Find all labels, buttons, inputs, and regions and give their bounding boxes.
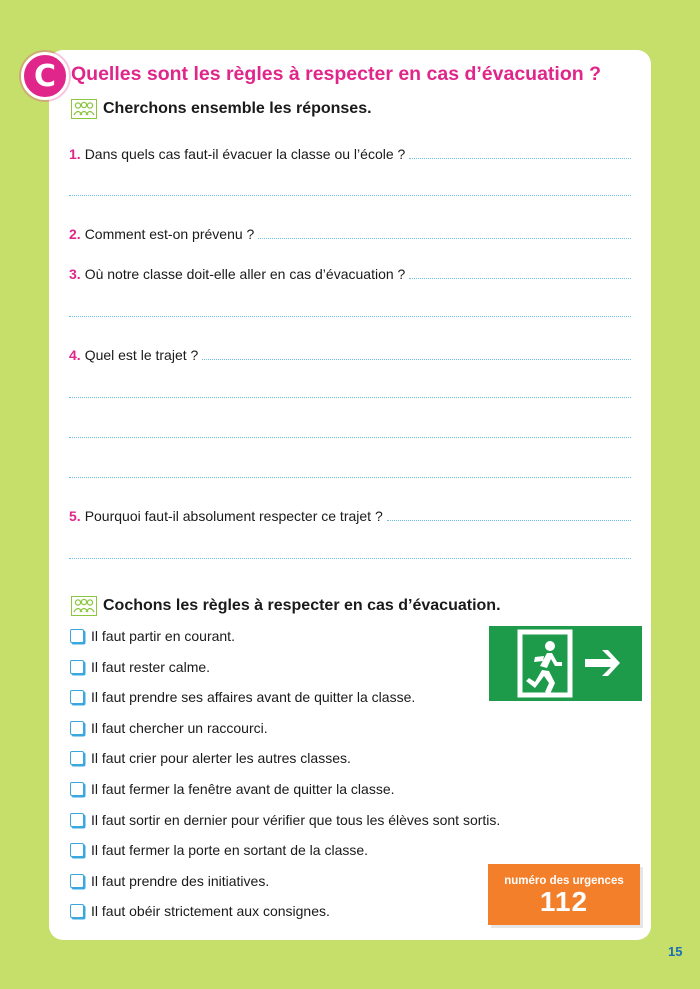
question-number: 1. (69, 146, 81, 162)
question-text: Dans quels cas faut-il évacuer la classe ou l’école ? (84, 146, 406, 162)
checklist-label: Il faut fermer la porte en sortant de la classe. (91, 842, 369, 858)
checklist-item[interactable] (70, 812, 500, 828)
question-4 (69, 345, 631, 363)
checklist-item[interactable] (70, 781, 395, 797)
question-2 (69, 224, 631, 242)
answer-line[interactable] (69, 477, 631, 478)
answer-line[interactable] (258, 238, 631, 239)
subheading-text: Cochons les règles à respecter en cas d’évacuation. (103, 597, 501, 614)
answer-line[interactable] (69, 397, 631, 398)
section-letter-badge: C (21, 52, 69, 100)
answer-line[interactable] (69, 316, 631, 317)
emergency-exit-icon (489, 626, 642, 701)
checklist-item[interactable] (70, 628, 235, 644)
subheading-text: Cherchons ensemble les réponses. (103, 100, 372, 117)
question-text: Comment est-on prévenu ? (84, 226, 255, 242)
section-title: Quelles sont les règles à respecter en cas d’évacuation ? (71, 63, 601, 85)
page-number: 15 (668, 944, 683, 959)
question-text: Où notre classe doit-elle aller en cas d’évacuation ? (84, 266, 406, 282)
checklist-item[interactable] (70, 689, 415, 705)
answer-line[interactable] (409, 158, 631, 159)
checklist-label: Il faut sortir en dernier pour vérifier que tous les élèves sont sortis. (91, 812, 501, 828)
question-text: Pourquoi faut-il absolument respecter ce trajet ? (84, 508, 383, 524)
checkbox[interactable] (70, 782, 84, 796)
question-number: 2. (69, 226, 81, 242)
checkbox[interactable] (70, 904, 84, 918)
checklist-item[interactable] (70, 720, 268, 736)
emergency-number: 112 (539, 886, 589, 917)
answer-line[interactable] (69, 558, 631, 559)
question-number: 5. (69, 508, 81, 524)
emergency-label: numéro des urgences (504, 875, 624, 887)
checklist-item[interactable] (70, 842, 368, 858)
checklist-label: Il faut rester calme. (91, 659, 211, 675)
answer-line[interactable] (69, 195, 631, 196)
checklist-label: Il faut chercher un raccourci. (91, 720, 268, 736)
checklist-label: Il faut prendre ses affaires avant de quitter la classe. (91, 689, 416, 705)
question-number: 3. (69, 266, 81, 282)
checklist-label: Il faut fermer la fenêtre avant de quitter la classe. (91, 781, 395, 797)
checkbox[interactable] (70, 813, 84, 827)
checkbox[interactable] (70, 721, 84, 735)
answer-line[interactable] (69, 437, 631, 438)
checkbox[interactable] (70, 660, 84, 674)
checklist-label: Il faut crier pour alerter les autres classes. (91, 750, 351, 766)
subheading-checklist (71, 596, 501, 616)
checklist-label: Il faut obéir strictement aux consignes. (91, 903, 330, 919)
question-number: 4. (69, 347, 81, 363)
checklist-item[interactable] (70, 873, 269, 889)
question-1 (69, 144, 631, 162)
checkbox[interactable] (70, 874, 84, 888)
checklist-item[interactable] (70, 750, 351, 766)
worksheet-card (49, 50, 651, 940)
answer-line[interactable] (387, 520, 631, 521)
checkbox[interactable] (70, 690, 84, 704)
checklist-label: Il faut partir en courant. (91, 628, 235, 644)
checkbox[interactable] (70, 629, 84, 643)
group-icon (71, 99, 97, 119)
answer-line[interactable] (409, 278, 631, 279)
checklist-label: Il faut prendre des initiatives. (91, 873, 270, 889)
checklist-item[interactable] (70, 903, 330, 919)
question-3 (69, 264, 631, 282)
emergency-exit-sign (489, 626, 642, 701)
emergency-number-box (488, 864, 640, 925)
checklist-item[interactable] (70, 659, 210, 675)
checkbox[interactable] (70, 843, 84, 857)
question-text: Quel est le trajet ? (84, 347, 199, 363)
subheading-group-work (71, 99, 372, 119)
question-5 (69, 506, 631, 524)
checkbox[interactable] (70, 751, 84, 765)
group-icon (71, 596, 97, 616)
answer-line[interactable] (202, 359, 631, 360)
